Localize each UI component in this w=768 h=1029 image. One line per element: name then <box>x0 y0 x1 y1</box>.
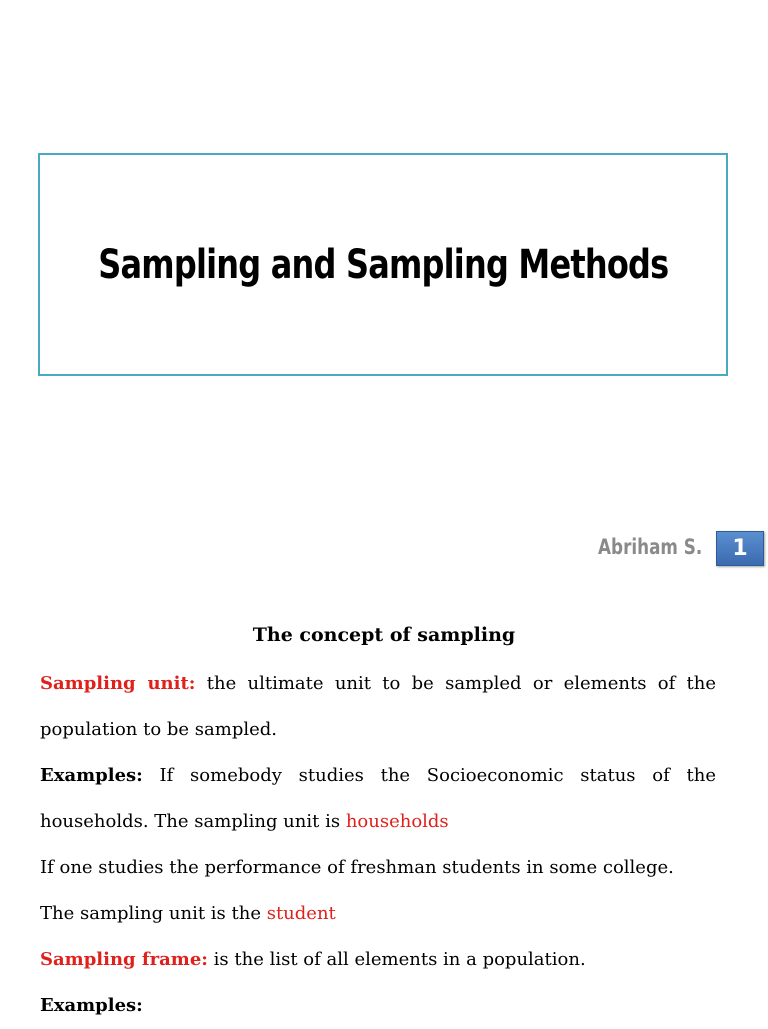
section-heading: The concept of sampling <box>252 624 516 646</box>
slide-title: Sampling and Sampling Methods <box>97 241 669 288</box>
examples-label-2: Examples: <box>40 995 143 1016</box>
author-name: Abriham S. <box>597 535 702 559</box>
student-line-text: The sampling unit is the <box>40 903 267 924</box>
student-highlight: student <box>266 903 336 924</box>
sampling-unit-definition: the ultimate unit to be sampled or elements of the population to be sampled. <box>40 673 716 740</box>
examples-label-1: Examples: <box>40 765 143 786</box>
student-line <box>40 891 716 937</box>
sampling-frame-term: Sampling frame: <box>40 949 208 970</box>
freshman-line: If one studies the performance of freshman students in some college. <box>40 857 674 878</box>
page-number-badge: 1 <box>716 531 764 566</box>
examples-text-1: If somebody studies the Socioeconomic status of the households. The sampling unit is <box>40 765 716 832</box>
sampling-unit-paragraph <box>40 661 716 753</box>
sampling-frame-definition: is the list of all elements in a population. <box>207 949 586 970</box>
examples-paragraph-1 <box>40 753 716 845</box>
title-box <box>38 153 728 376</box>
households-highlight: households <box>345 811 449 832</box>
sampling-unit-term: Sampling unit: <box>40 673 196 694</box>
sampling-frame-paragraph <box>40 937 716 983</box>
